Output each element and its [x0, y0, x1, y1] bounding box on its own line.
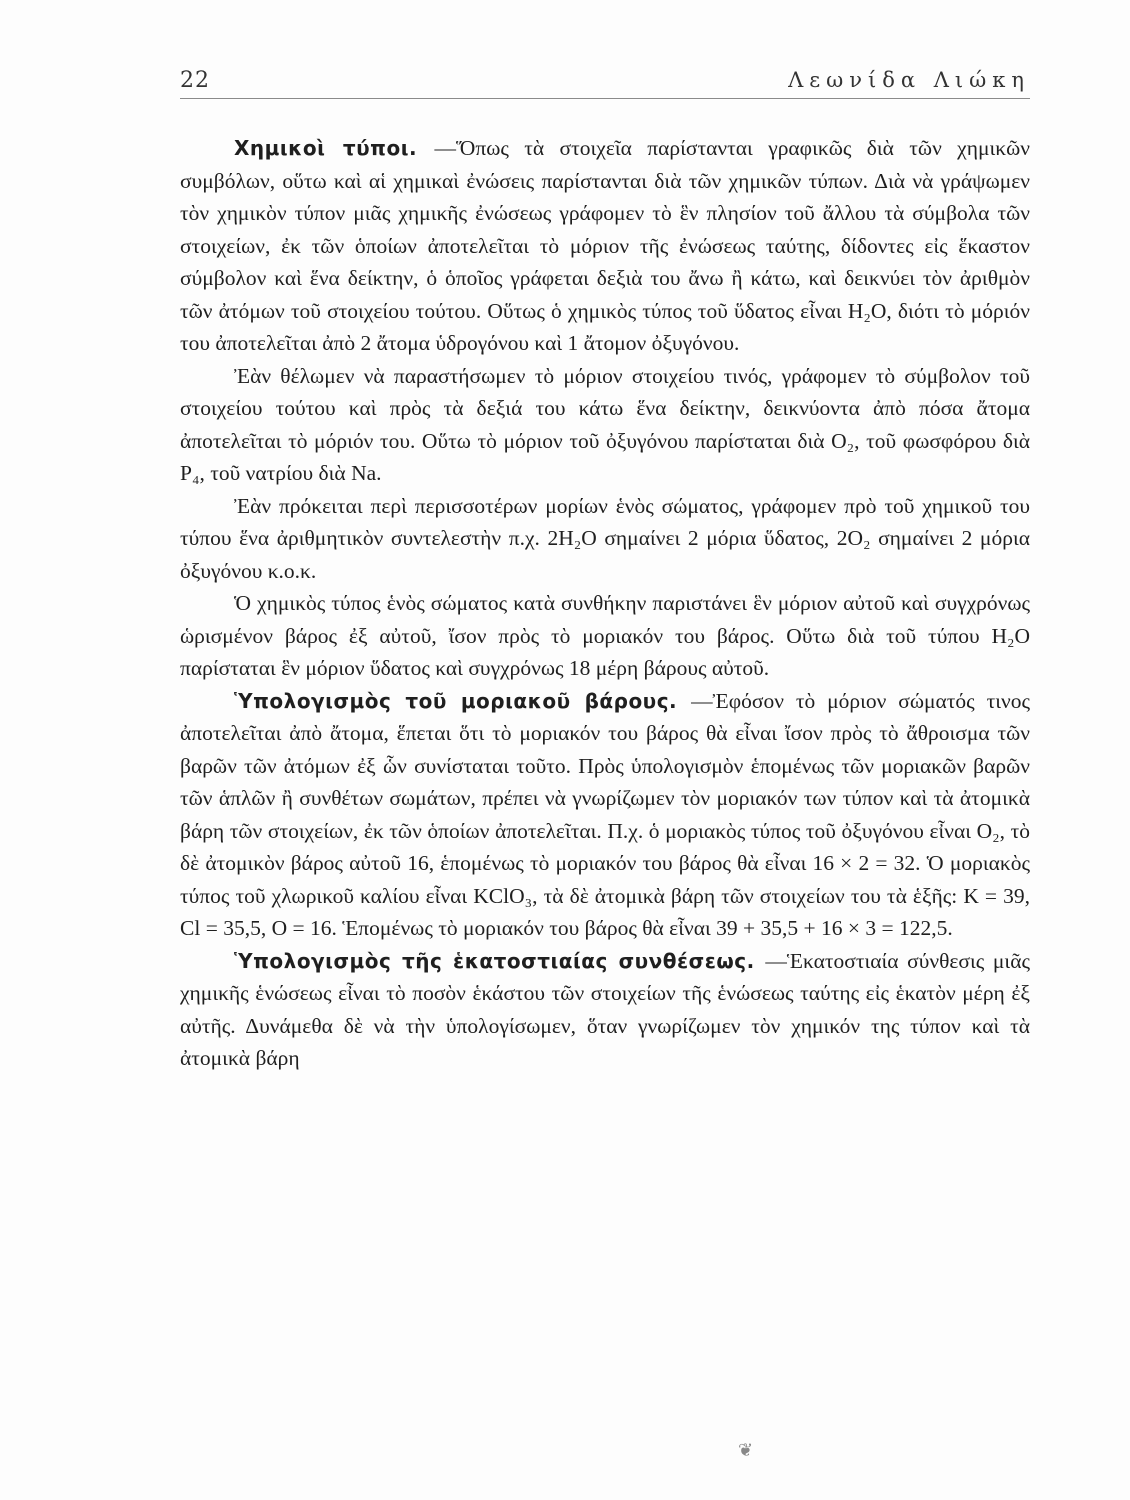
- body-text: [180, 132, 1030, 1075]
- paragraph-heading: Ὑπολογισμὸς τοῦ μοριακοῦ βάρους.: [234, 688, 692, 713]
- paragraph-text: —Ἑκατοστιαία σύνθεσις μιᾶς χημικῆς ἑνώσεως εἶναι τὸ ποσὸν ἑκάστου τῶν στοιχείων τῆς ἑνώσεως ταύτης εἰς ἑκατὸν μέρη ἐξ αὐτῆς. Δυνάμεθα δὲ νὰ τὴν ὑπολογίσωμεν, ὅταν γνωρίζωμεν τὸν χημικόν της τύπον καὶ τὰ ἀτομικὰ βάρη: [180, 948, 1030, 1070]
- running-head: Λεωνίδα Λιώκη: [788, 68, 1030, 92]
- paragraph-text: Ἐὰν πρόκειται περὶ περισσοτέρων μορίων ἑνὸς σώματος, γράφομεν πρὸ τοῦ χημικοῦ του τύπου ἕνα ἀριθμητικὸν συντελεστὴν π.χ. 2H₂O σημαίνει 2 μόρια ὕδατος, 2O₂ σημαίνει 2 μόρια ὀξυγόνου κ.ο.κ.: [180, 493, 1030, 583]
- paragraph-text: Ὁ χημικὸς τύπος ἑνὸς σώματος κατὰ συνθήκην παριστάνει ἓν μόριον αὐτοῦ καὶ συγχρόνως ὡρισμένον βάρος ἐξ αὐτοῦ, ἴσον πρὸς τὸ μοριακόν του βάρος. Οὕτω διὰ τοῦ τύπου H₂O παρίσταται ἓν μόριον ὕδατος καὶ συγχρόνως 18 μέρη βάρους αὐτοῦ.: [180, 591, 1030, 680]
- paragraph-text: —Ἐφόσον τὸ μόριον σώματός τινος ἀποτελεῖται ἀπὸ ἄτομα, ἕπεται ὅτι τὸ μοριακόν του βάρος θὰ εἶναι ἴσον πρὸς τὸ ἄθροισμα τῶν βαρῶν τῶν ἀτόμων ἐξ ὧν συνίσταται τοῦτο. Πρὸς ὑπολογισμὸν ἑπομένως τῶν μοριακῶν βαρῶν τῶν ἁπλῶν ἢ συνθέτων σωμάτων, πρέπει νὰ γνωρίζωμεν τὸν μοριακόν των τύπον καὶ τὰ ἀτομικὰ βάρη τῶν στοιχείων, ἐκ τῶν ὁποίων ἀποτελεῖται. Π.χ. ὁ μοριακὸς τύπος τοῦ ὀξυγόνου εἶναι O₂, τὸ δὲ ἀτομικὸν βάρος αὐτοῦ 16, ἑπομένως τὸ μοριακόν του βάρος θὰ εἶναι 16 × 2 = 32. Ὁ μοριακὸς τύπος τοῦ χλωρικοῦ καλίου εἶναι KClO₃, τὰ δὲ ἀτομικὰ βάρη τῶν στοιχείων του τὰ ἑξῆς: K = 39, Cl = 35,5, O = 16. Ἑπομένως τὸ μοριακόν του βάρος θὰ εἶναι 39 + 35,5 + 16 × 3 = 122,5.: [180, 688, 1030, 940]
- paragraph-formula-meaning: [180, 587, 1030, 685]
- page-number: 22: [180, 68, 210, 93]
- ink-speck-mark: ❦: [738, 1440, 754, 1461]
- paragraph-chemical-formulas: [180, 132, 1030, 360]
- paragraph-heading: Χημικοὶ τύποι.: [234, 136, 435, 160]
- paragraph-text: —Ὅπως τὰ στοιχεῖα παρίστανται γραφικῶς διὰ τῶν χημικῶν συμβόλων, οὕτω καὶ αἱ χημικαὶ ἐνώσεις παρίστανται διὰ τῶν χημικῶν τύπων. Διὰ νὰ γράψωμεν τὸν χημικὸν τύπον μιᾶς χημικῆς ἐνώσεως γράφομεν τὸ ἓν πλησίον τοῦ ἄλλου τὰ σύμβολα τῶν στοιχείων, ἐκ τῶν ὁποίων ἀποτελεῖται τὸ μόριον τῆς ἐνώσεως ταύτης, δίδοντες εἰς ἕκαστον σύμβολον καὶ ἕνα δείκτην, ὁ ὁποῖος γράφεται δεξιὰ του ἄνω ἢ κάτω, καὶ δεικνύει τὸν ἀριθμὸν τῶν ἀτόμων τοῦ στοιχείου τούτου. Οὕτως ὁ χημικὸς τύπος τοῦ ὕδατος εἶναι H₂O, διότι τὸ μόριόν του ἀποτελεῖται ἀπὸ 2 ἄτομα ὑδρογόνου καὶ 1 ἄτομον ὀξυγόνου.: [180, 136, 1030, 355]
- paragraph-coefficients: [180, 490, 1030, 588]
- paragraph-molecular-weight: [180, 685, 1030, 945]
- paragraph-heading: Ὑπολογισμὸς τῆς ἑκατοστιαίας συνθέσεως.: [234, 948, 766, 973]
- paragraph-percent-composition: [180, 945, 1030, 1075]
- paragraph-element-molecule: [180, 360, 1030, 490]
- paragraph-text: Ἐὰν θέλωμεν νὰ παραστήσωμεν τὸ μόριον στοιχείου τινός, γράφομεν τὸ σύμβολον τοῦ στοιχείου τούτου καὶ πρὸς τὰ δεξιά του κάτω ἕνα δείκτην, δεικνύοντα ἀπὸ πόσα ἄτομα ἀποτελεῖται τὸ μόριόν του. Οὕτω τὸ μόριον τοῦ ὀξυγόνου παρίσταται διὰ O₂, τοῦ φωσφόρου διὰ P₄, τοῦ νατρίου διὰ Na.: [180, 363, 1030, 485]
- page-header: [180, 64, 1030, 99]
